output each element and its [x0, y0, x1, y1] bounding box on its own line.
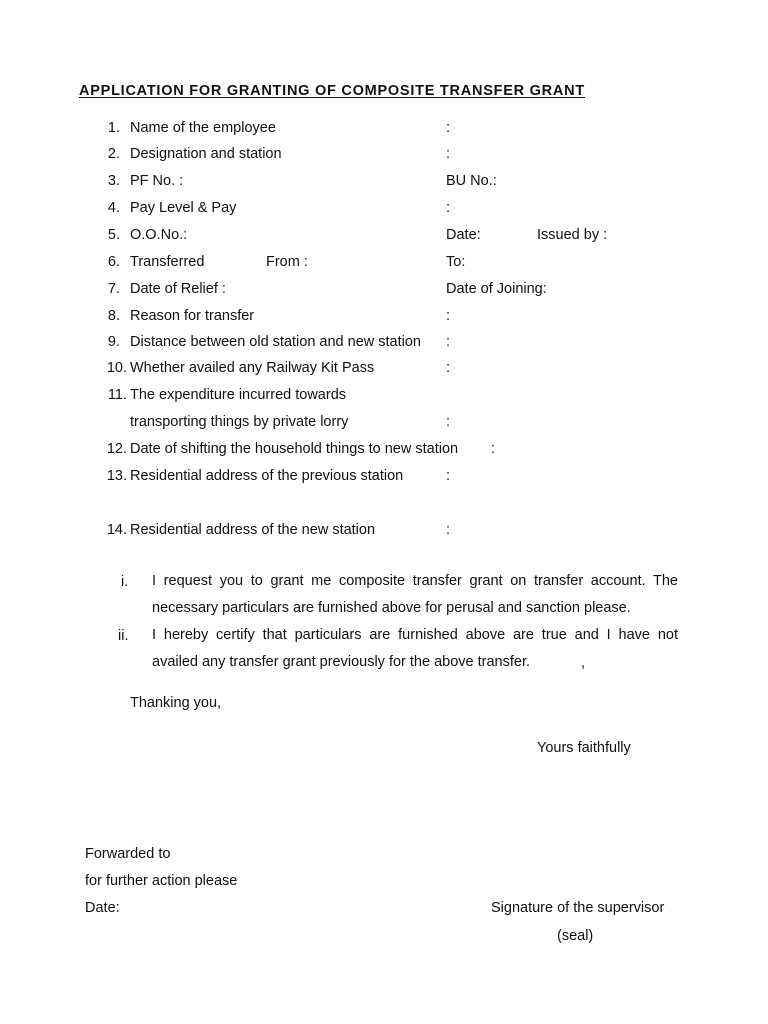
item-label: Name of the employee — [130, 120, 276, 136]
item-colon: : — [446, 334, 451, 350]
item-number: 7. — [107, 281, 120, 297]
item-colon: : — [446, 522, 451, 538]
item-number: 10. — [106, 360, 127, 376]
declaration-trailing-comma: , — [581, 655, 586, 671]
declaration-number: i. — [121, 574, 129, 590]
item-label: Designation and station — [130, 146, 282, 162]
item-colon: : — [446, 468, 451, 484]
supervisor-signature-label: Signature of the supervisor — [491, 900, 665, 916]
item-colon: : — [446, 200, 451, 216]
item-right-label: BU No.: — [446, 173, 497, 189]
item-label: Pay Level & Pay — [130, 200, 237, 216]
declaration-number: ii. — [118, 628, 129, 644]
item-label: PF No. : — [130, 173, 184, 189]
item-colon: : — [446, 414, 451, 430]
thanking-text: Thanking you, — [130, 695, 222, 711]
item-number: 8. — [107, 308, 120, 324]
item-label-continued: transporting things by private lorry — [130, 414, 349, 430]
item-number: 11. — [107, 387, 127, 403]
item-extra-label: Issued by : — [537, 227, 608, 243]
item-label: Date of shifting the household things to new station — [130, 441, 459, 457]
item-mid-label: From : — [266, 254, 308, 270]
date-label: Date: — [85, 900, 120, 916]
item-label: Residential address of the previous station — [130, 468, 404, 484]
item-number: 4. — [107, 200, 120, 216]
further-action-text: for further action please — [85, 873, 238, 889]
item-colon: : — [446, 120, 451, 136]
item-number: 9. — [107, 334, 120, 350]
item-number: 3. — [107, 173, 120, 189]
seal-label: (seal) — [557, 928, 594, 944]
item-label: Date of Relief : — [130, 281, 226, 297]
item-number: 14. — [106, 522, 127, 538]
item-label: Reason for transfer — [130, 308, 255, 324]
item-right-label: To: — [446, 254, 466, 270]
item-colon: : — [446, 146, 451, 162]
item-right-label: Date of Joining: — [446, 281, 547, 297]
item-number: 13. — [106, 468, 127, 484]
declaration-text: I request you to grant me composite transfer grant on transfer account. The necessary particulars are furnished above for perusal and sanction please. — [152, 573, 678, 616]
item-right-label: Date: — [446, 227, 481, 243]
item-number: 1. — [107, 120, 120, 136]
declaration-text: I hereby certify that particulars are furnished above are true and I have not availed any transfer grant previously for the above transfer. — [152, 627, 678, 670]
item-number: 5. — [107, 227, 120, 243]
item-label: O.O.No.: — [130, 227, 188, 243]
item-label: Whether availed any Railway Kit Pass — [130, 360, 375, 376]
item-number: 6. — [107, 254, 120, 270]
item-label: Transferred — [130, 254, 205, 270]
item-label: The expenditure incurred towards — [130, 387, 347, 403]
item-label: Distance between old station and new station — [130, 334, 421, 350]
item-number: 2. — [107, 146, 120, 162]
forwarded-to-label: Forwarded to — [85, 846, 171, 862]
item-colon: : — [446, 308, 451, 324]
closing-text: Yours faithfully — [537, 740, 631, 756]
item-colon: : — [491, 441, 496, 457]
item-colon: : — [446, 360, 451, 376]
document-title: APPLICATION FOR GRANTING OF COMPOSITE TRANSFER GRANT — [79, 83, 585, 99]
item-label: Residential address of the new station — [130, 522, 376, 538]
item-number: 12. — [106, 441, 127, 457]
